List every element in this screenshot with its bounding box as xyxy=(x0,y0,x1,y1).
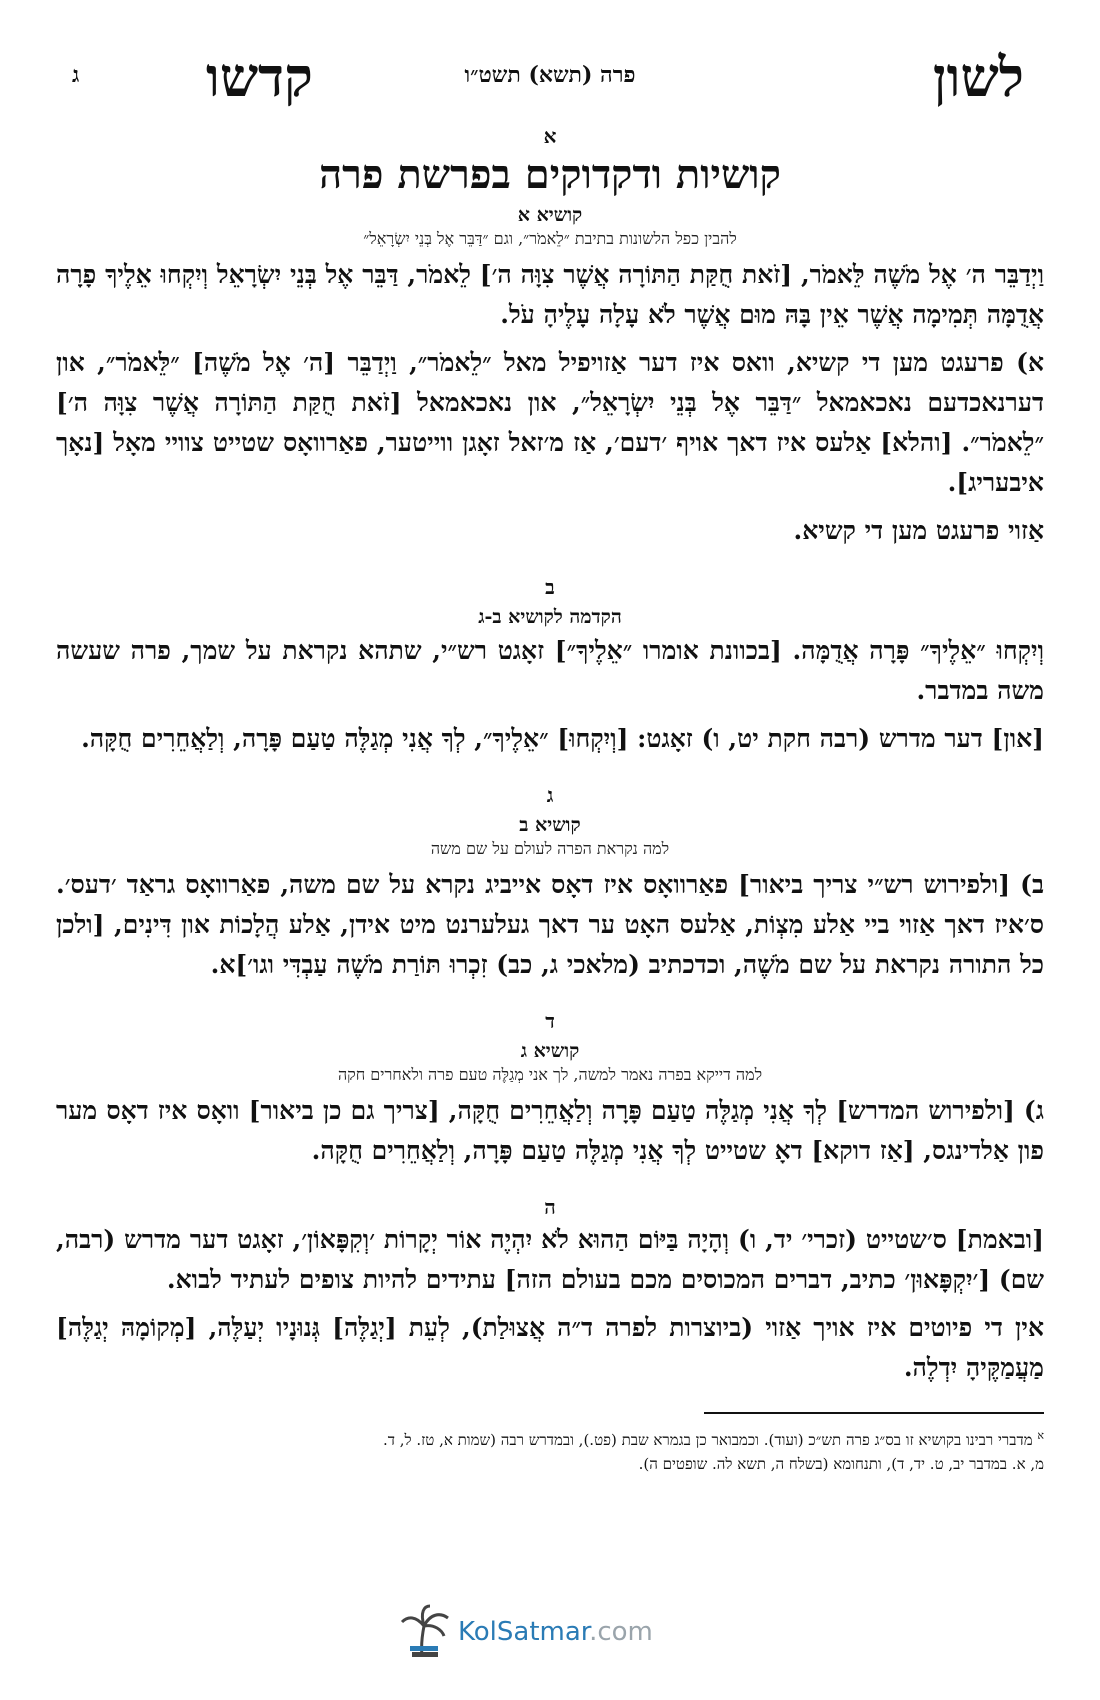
section-letter-g: ג xyxy=(546,783,554,807)
kushya-subtitle-2: למה נקראת הפרה לעולם על שם משה xyxy=(430,839,670,858)
verse-paragraph: וַיְדַבֵּר ה׳ אֶל מֹשֶׁה לֵּאמֹר, [זֹאת חֻקַּת הַתּוֹרָה אֲשֶׁר צִוָּה ה׳] לֵאמֹר, דַּבֵּר אֶל בְּנֵי יִשְׂרָאֵל וְיִקְחוּ אֵלֶיךָ פָרָה אֲדֻמָּה תְּמִימָה אֲשֶׁר אֵין בָּהּ מוּם אֲשֶׁר לֹא עָלָה עָלֶיהָ עֹל. xyxy=(56,260,1044,329)
kushya-subtitle-3: למה דייקא בפרה נאמר למשה, לך אני מְגַלֶּה טעם פרה ולאחרים חקה xyxy=(337,1065,763,1084)
midrash-paragraph: [און] דער מדרש (רבה חקת יט, ו) זאָגט: [וְיִקְחוּ] ״אֵלֶיךָ״, לְךָ אֲנִי מְגַלֶּה טַעַם פָּרָה, וְלַאֲחֵרִים חֻקָּה. xyxy=(81,724,1044,753)
page-number: ג xyxy=(72,62,80,88)
section-letter-b: ב xyxy=(545,575,555,599)
question-paragraph-b: ב) [ולפירוש רש״י צריך ביאור] פאַרוואָס איז דאָס אייביג נקרא על שם משה, פאַרוואָס גראַד ׳דעס׳. ס׳איז דאך אַזוי ביי אַלע מִצְוֹת, אַלעס האָט ער דאך געלערנט מיט אידן, אַלע הֲלָכוֹת און דִּינִים, [ולכן כל התורה נקראת על שם מֹשֶׁה, וכדכתיב (מלאכי ג, כב) זִכְרוּ תּוֹרַת מֹשֶׁה עַבְדִּי וגו׳]א. xyxy=(56,870,1044,979)
piyut-paragraph: אין די פיוטים איז אויך אַזוי (ביוצרות לפרה ד״ה אֲצוּלַת), לְעֵת [יְגַלֶּה] גְּנוּנָיו יְעַלֶּה, [מְקוֹמָהּ יְגַלֶּה] מַעֲמַקֶּיהָ יִדְלֶה. xyxy=(56,1313,1044,1382)
page-header xyxy=(56,40,1044,114)
zechariah-paragraph: [ובאמת] ס׳שטייט (זכרי׳ יד, ו) וְהָיָה בַּיּוֹם הַהוּא לֹא יִהְיֶה אוֹר יְקָרוֹת ׳וְקִפָּאוֹן׳, זאָגט דער מדרש (רבה, שם) [׳יִקְפָּאוּן׳ כתיב, דברים המכוסים מכם בעולם הזה] עתידים להיות צופים לעתיד לבוא. xyxy=(56,1225,1044,1294)
footnote-text-1: מדברי רבינו בקושיא זו בס״ג פרה תש״כ (ועוד). וכמבואר כן בגמרא שבת (פט.), ובמדרש רבה (שמות א, טז. ל, ד. xyxy=(383,1431,1033,1449)
footnote-marker: א xyxy=(1037,1429,1044,1442)
footnote-divider xyxy=(704,1412,1044,1414)
footnote-line-1 xyxy=(56,1424,1044,1452)
header-parsha: פרה (תשא) תשט״ו xyxy=(464,62,636,88)
section-letter-d: ד xyxy=(545,1009,555,1033)
question-paragraph-a: א) פרעגט מען די קשיא, וואס איז דער אַזויפיל מאל ״לֵאמֹר״, וַיְדַבֵּר [ה׳ אֶל מֹשֶׁה] ״לֵּאמֹר״, און דערנאכדעם נאכאמאל ״דַּבֵּר אֶל בְּנֵי יִשְׂרָאֵל״, און נאכאמאל [זֹאת חֻקַּת הַתּוֹרָה אֲשֶׁר צִוָּה ה׳] ״לֵאמֹר״. [והלא] אַלעס איז דאך אויף ׳דעם׳, אַז מ׳זאל זאָגן ווייטער, פאַרוואָס שטייט צוויי מאָל [נאָך איבעריג]. xyxy=(56,348,1044,497)
rashi-paragraph: וְיִקְחוּ ״אֵלֶיךָ״ פָּרָה אֲדֻמָּה. [בכוונת אומרו ״אֵלֶיךָ״] זאָגט רש״י, שתהא נקראת על שמך, פרה שעשה משה במדבר. xyxy=(56,636,1044,705)
logo-name: KolSatmar xyxy=(458,1617,590,1647)
kushya-heading-2: קושיא ב xyxy=(519,814,581,836)
kushya-heading-3: קושיא ג xyxy=(520,1040,580,1062)
header-title-right: לשון xyxy=(932,45,1024,109)
kushya-subtitle-1: להבין כפל הלשונות בתיבת ״לֵאמֹר״, וגם ״דַּבֵּר אֶל בְּנֵי יִשְׂרָאֵל״ xyxy=(363,229,737,248)
closing-line-a: אַזוי פרעגט מען די קשיא. xyxy=(793,516,1044,545)
kushya-heading-1: קושיא א xyxy=(517,204,583,226)
section-letter-a: א xyxy=(543,124,557,148)
footnote-line-2: מ, א. במדבר יב, ט. יד, ד), ותנחומא (בשלח ה, תשא לה. שופטים ה). xyxy=(638,1455,1044,1473)
palm-tree-icon xyxy=(400,1604,450,1660)
question-paragraph-c: ג) [ולפירוש המדרש] לְךָ אֲנִי מְגַלֶּה טַעַם פָּרָה וְלַאֲחֵרִים חֻקָּה, [צריך גם כן ביאור] וואָס איז דאָס מער פון אַלדינגס, [אַז דוקא] דאָ שטייט לְךָ אֲנִי מְגַלֶּה טַעַם פָּרָה, וְלַאֲחֵרִים חֻקָּה. xyxy=(56,1096,1044,1165)
logo-wordmark xyxy=(458,1617,653,1647)
page-title: קושיות ודקדוקים בפרשת פרה xyxy=(319,151,781,198)
kolsatmar-logo xyxy=(400,1602,653,1662)
section-letter-h: ה xyxy=(544,1195,556,1219)
header-title-left: קדשו xyxy=(206,45,313,109)
logo-suffix: .com xyxy=(589,1617,653,1647)
intro-heading: הקדמה לקושיא ב-ג xyxy=(478,606,622,628)
